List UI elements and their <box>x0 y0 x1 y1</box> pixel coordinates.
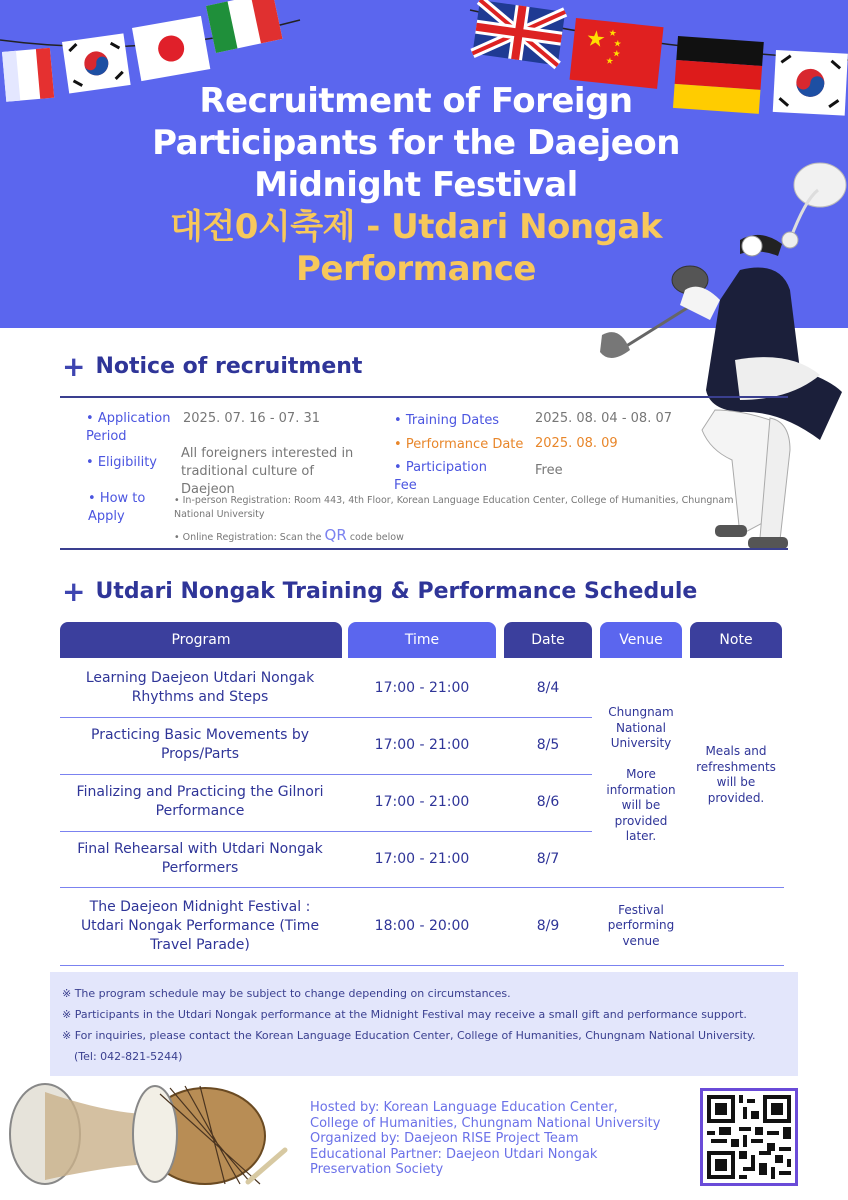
schedule-heading <box>62 575 697 608</box>
table-cell-venue: Chungnam National University More information will be provided later. <box>606 705 676 844</box>
table-cell-program: Final Rehearsal with Utdari Nongak Performers <box>77 841 323 876</box>
column-header-program: Program <box>60 622 342 658</box>
plus-icon: + <box>62 350 86 383</box>
credit-line: Preservation Society <box>310 1162 444 1177</box>
row-divider <box>60 965 784 966</box>
table-cell-program: The Daejeon Midnight Festival : Utdari Nongak Performance (Time Travel Parade) <box>80 898 320 953</box>
in-person-registration-text: • In-person Registration: Room 443, 4th Floor, Korean Language Education Center, College of Humanities, Chungnam National University <box>174 495 734 520</box>
table-cell-venue: Festival performing venue <box>607 902 675 948</box>
performance-date-label: • Performance Date <box>394 437 524 452</box>
registration-line: In-person Registration: Room 443, 4th Floor, Korean Language Education Center, College of Humanities, Chungnam National University <box>174 495 734 520</box>
schedule-heading-text: Utdari Nongak Training & Performance Schedule <box>95 579 698 604</box>
plus-icon: + <box>62 575 86 608</box>
registration-line: Online Registration: Scan the <box>182 532 322 543</box>
italy-flag-icon <box>206 0 282 53</box>
participation-fee-label: • Participation Fee <box>394 460 487 493</box>
row-divider <box>60 831 592 832</box>
table-cell-program: Practicing Basic Movements by Props/Parts <box>91 727 309 762</box>
table-cell-program: Finalizing and Practicing the Gilnori Performance <box>76 784 324 819</box>
participation-fee-value: Free <box>535 463 563 478</box>
application-period-value: 2025. 07. 16 - 07. 31 <box>183 411 321 426</box>
label-text: Application Period <box>86 411 171 444</box>
note-line: ※ The program schedule may be subject to change depending on circumstances. <box>62 987 511 1000</box>
column-header-venue: Venue <box>600 622 682 658</box>
application-period-label: • Application Period <box>86 411 171 444</box>
qr-word: QR <box>324 526 347 544</box>
title-line: Midnight Festival <box>254 165 578 205</box>
eligibility-value: All foreigners interested in traditional culture of Daejeon <box>181 446 354 497</box>
uk-flag-icon <box>472 0 565 65</box>
table-cell-date: 8/9 <box>536 917 560 934</box>
table-cell-date: 8/7 <box>536 850 560 867</box>
notice-heading-text: Notice of recruitment <box>95 354 363 379</box>
label-text: How to Apply <box>88 491 146 524</box>
performance-date-value: 2025. 08. 09 <box>535 436 618 451</box>
japan-flag-icon <box>132 16 210 81</box>
divider <box>60 548 788 550</box>
table-cell-time: 18:00 - 20:00 <box>374 917 470 934</box>
table-cell-time: 17:00 - 21:00 <box>374 736 470 753</box>
notice-heading <box>62 350 362 383</box>
credit-line: Hosted by: Korean Language Education Center, <box>310 1100 618 1115</box>
eligibility-label: • Eligibility <box>86 455 157 470</box>
china-flag-icon <box>570 18 664 89</box>
row-divider <box>60 887 784 888</box>
training-dates-label: • Training Dates <box>394 413 500 428</box>
svg-text:★: ★ <box>584 26 607 54</box>
registration-qr-code[interactable] <box>700 1088 798 1186</box>
note-line: ※ Participants in the Utdari Nongak performance at the Midnight Festival may receive a small gift and performance support. <box>62 1008 747 1021</box>
divider <box>60 396 788 398</box>
svg-text:★: ★ <box>605 56 615 68</box>
subtitle-line: Performance <box>296 249 536 289</box>
credit-line: College of Humanities, Chungnam National University <box>310 1115 661 1131</box>
online-registration-text: • Online Registration: Scan the QR code below <box>174 526 404 544</box>
note-line: ※ For inquiries, please contact the Korean Language Education Center, College of Humanities, Chungnam National University. <box>62 1029 756 1042</box>
label-text: Participation Fee <box>394 460 487 493</box>
label-text: Performance Date <box>405 437 524 452</box>
credit-line: Educational Partner: Daejeon Utdari Nongak <box>310 1146 598 1162</box>
subtitle-line: 대전0시축제 - Utdari Nongak <box>170 207 662 247</box>
qr-code-icon <box>703 1091 795 1183</box>
credits <box>310 1100 700 1178</box>
row-divider <box>60 717 592 718</box>
label-text: Training Dates <box>405 413 500 428</box>
table-cell-date: 8/4 <box>536 679 560 696</box>
table-cell-time: 17:00 - 21:00 <box>374 793 470 810</box>
svg-text:★: ★ <box>611 49 621 60</box>
note-line: (Tel: 042-821-5244) <box>74 1050 183 1063</box>
table-cell-time: 17:00 - 21:00 <box>374 850 470 867</box>
france-flag-icon <box>2 48 54 102</box>
svg-text:★: ★ <box>608 28 618 40</box>
how-to-apply-label: • How to Apply <box>88 491 146 524</box>
table-cell-date: 8/5 <box>536 736 560 753</box>
table-cell-date: 8/6 <box>536 793 560 810</box>
title-line: Recruitment of Foreign <box>199 81 633 121</box>
label-text: Eligibility <box>97 455 157 470</box>
janggu-drum-illustration <box>0 1074 300 1200</box>
column-header-time: Time <box>348 622 496 658</box>
row-divider <box>60 774 592 775</box>
title-line: Participants for the Daejeon <box>152 123 680 163</box>
korea-flag-icon <box>773 50 848 116</box>
registration-line: code below <box>349 532 404 543</box>
credit-line: Organized by: Daejeon RISE Project Team <box>310 1131 579 1146</box>
svg-text:★: ★ <box>612 39 623 50</box>
table-cell-program: Learning Daejeon Utdari Nongak Rhythms and Steps <box>85 670 315 705</box>
table-cell-time: 17:00 - 21:00 <box>374 679 470 696</box>
table-cell-note: Meals and refreshments will be provided. <box>696 744 776 805</box>
column-header-note: Note <box>690 622 782 658</box>
training-dates-value: 2025. 08. 04 - 08. 07 <box>535 411 673 426</box>
column-header-date: Date <box>504 622 592 658</box>
